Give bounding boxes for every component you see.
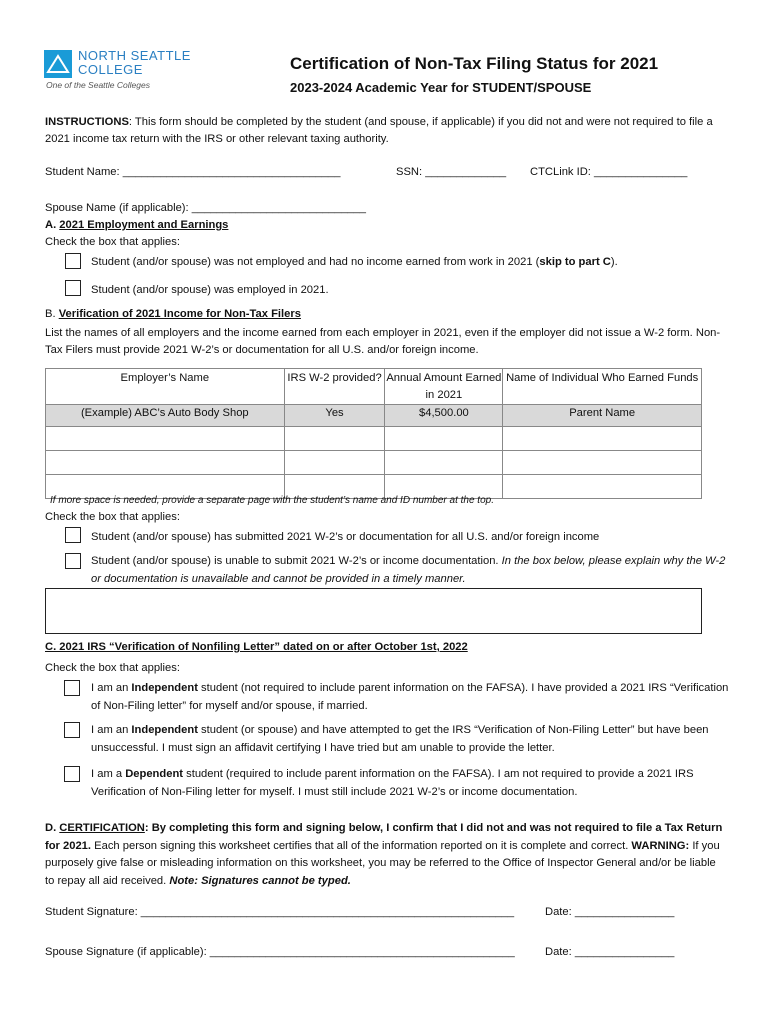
- option-not-employed: [91, 254, 731, 272]
- college-logo: [44, 48, 214, 93]
- col-employer-name: Employer’s Name: [46, 369, 285, 405]
- instructions: [45, 114, 725, 148]
- table-row-example: [46, 405, 702, 427]
- logo-mark-icon: [44, 50, 72, 78]
- ssn-field[interactable]: SSN: _____________: [396, 166, 507, 178]
- checkbox-submitted-w2[interactable]: [65, 527, 81, 543]
- opt2-bold: Independent: [131, 724, 198, 736]
- section-b-prefix: B.: [45, 308, 59, 320]
- col-individual-name: Name of Individual Who Earned Funds: [503, 369, 702, 405]
- section-b-heading: [45, 308, 301, 320]
- more-space-note: If more space is needed, provide a separate page with the student’s name and ID number at the top.: [50, 495, 494, 506]
- col-annual-amount: Annual Amount Earned in 2021: [385, 369, 503, 405]
- checkbox-employed[interactable]: [65, 280, 81, 296]
- option-employed: Student (and/or spouse) was employed in 2021.: [91, 284, 329, 296]
- logo-line2: COLLEGE: [78, 62, 143, 77]
- section-b-text: List the names of all employers and the income earned from each employer in 2021, even if the employer did not issue a W-2 form. Non-Tax Filers must provide 2021 W-2’s or documentation for all U.S. and/or foreign income.: [45, 327, 721, 356]
- student-date-field[interactable]: Date: ________________: [545, 906, 675, 918]
- section-a-check-label: Check the box that applies:: [45, 236, 180, 248]
- opt2-rest: student (or spouse) and have attempted to get the IRS “Verification of Non-Filing Letter” but have been unsuccessful. I must sign an affidavit certifying I have tried but am unable to provide the letter.: [91, 724, 709, 754]
- employer-table: [45, 368, 702, 499]
- ctclink-id-field[interactable]: CTCLink ID: _______________: [530, 166, 688, 178]
- instructions-label: INSTRUCTIONS: [45, 116, 129, 128]
- section-d-text2: If you purposely give false or misleading information on this worksheet, you may be referred to the Office of Inspector General and/or be liable to repay all aid received.: [45, 839, 720, 887]
- instructions-text: : This form should be completed by the student (and spouse, if applicable) if you did not and were not required to file a 2021 income tax return with the IRS or other relevant taxing authority.: [45, 116, 713, 145]
- section-b-title: Verification of 2021 Income for Non-Tax Filers: [58, 308, 301, 320]
- student-name-field[interactable]: Student Name: ___________________________________: [45, 166, 341, 178]
- col-w2-provided: IRS W-2 provided?: [284, 369, 385, 405]
- table-cell[interactable]: [46, 427, 285, 451]
- page-title: Certification of Non-Tax Filing Status for 2021: [290, 54, 659, 73]
- example-w2: Yes: [284, 405, 385, 427]
- checkbox-independent-unsuccessful[interactable]: [64, 722, 80, 738]
- section-d-title: CERTIFICATION: [59, 822, 145, 834]
- section-c-heading: C. 2021 IRS “Verification of Nonfiling Letter” dated on or after October 1st, 2022: [45, 641, 468, 653]
- table-cell[interactable]: [503, 451, 702, 475]
- opt1-prefix: I am an: [91, 682, 132, 694]
- checkbox-independent-provided[interactable]: [64, 680, 80, 696]
- spouse-name-field[interactable]: Spouse Name (if applicable): ____________________________: [45, 202, 366, 214]
- table-cell[interactable]: [503, 475, 702, 499]
- spouse-signature-field[interactable]: Spouse Signature (if applicable): _________________________________________________: [45, 946, 515, 958]
- spouse-date-field[interactable]: Date: ________________: [545, 946, 675, 958]
- table-row[interactable]: [46, 451, 702, 475]
- option-dependent: [91, 766, 731, 801]
- checkbox-not-employed[interactable]: [65, 253, 81, 269]
- skip-to-part-c: skip to part C: [539, 256, 611, 268]
- example-amount: $4,500.00: [385, 405, 503, 427]
- page-subtitle: 2023-2024 Academic Year for STUDENT/SPOUSE: [290, 80, 592, 95]
- table-cell[interactable]: [284, 427, 385, 451]
- table-cell[interactable]: [385, 451, 503, 475]
- logo-tagline: One of the Seattle Colleges: [46, 80, 150, 90]
- opt3-rest: student (required to include parent information on the FAFSA). I am not required to provide a 2021 IRS Verification of Non-Filing letter for myself. I must still include 2021 W-2’s or income documentation.: [91, 768, 694, 798]
- option-not-employed-text: Student (and/or spouse) was not employed and had no income earned from work in 2021 (: [91, 256, 540, 268]
- section-d-bold: : By completing this form and signing below, I confirm that I did not and was not required to file a Tax Return for 2021.: [45, 822, 723, 852]
- signature-note: Note: Signatures cannot be typed.: [169, 874, 351, 887]
- student-signature-field[interactable]: Student Signature: ____________________________________________________________: [45, 906, 515, 918]
- opt1-bold: Independent: [131, 682, 198, 694]
- option-submitted-w2: Student (and/or spouse) has submitted 2021 W-2’s or documentation for all U.S. and/or foreign income: [91, 531, 600, 543]
- explanation-box[interactable]: [45, 588, 702, 634]
- warning-label: WARNING:: [631, 839, 690, 852]
- logo-line1: NORTH SEATTLE: [78, 48, 191, 63]
- section-c-check-label: Check the box that applies:: [45, 662, 180, 674]
- section-d-text1: Each person signing this worksheet certifies that all of the information reported on it is complete and correct.: [91, 839, 632, 852]
- section-a-heading: [45, 219, 228, 231]
- opt2-prefix: I am an: [91, 724, 132, 736]
- example-individual: Parent Name: [503, 405, 702, 427]
- opt1-rest: student (not required to include parent information on the FAFSA). I have provided a 2021 IRS “Verification of Non-Filing letter” for myself and/or spouse, if married.: [91, 682, 729, 712]
- opt3-bold: Dependent: [125, 768, 184, 780]
- section-a-title: 2021 Employment and Earnings: [59, 219, 229, 231]
- example-employer: (Example) ABC’s Auto Body Shop: [46, 405, 285, 427]
- option-unable-w2-italic: In the box below, please explain why the W-2 or documentation is unavailable and cannot be provided in a timely manner.: [91, 555, 726, 585]
- section-b-check-label: Check the box that applies:: [45, 511, 180, 523]
- section-d-prefix: D.: [45, 822, 60, 834]
- table-cell[interactable]: [284, 451, 385, 475]
- table-cell[interactable]: [503, 427, 702, 451]
- table-cell[interactable]: [46, 451, 285, 475]
- checkbox-dependent[interactable]: [64, 766, 80, 782]
- table-cell[interactable]: [385, 427, 503, 451]
- option-unable-w2-text: Student (and/or spouse) is unable to submit 2021 W-2’s or income documentation.: [91, 555, 502, 567]
- option-independent-provided: [91, 680, 731, 715]
- opt3-prefix: I am a: [91, 768, 126, 780]
- checkbox-unable-w2[interactable]: [65, 553, 81, 569]
- option-unable-w2: [91, 553, 731, 588]
- option-independent-unsuccessful: [91, 722, 731, 757]
- table-row[interactable]: [46, 427, 702, 451]
- section-a-prefix: A.: [45, 219, 60, 231]
- option-not-employed-end: ).: [610, 256, 618, 268]
- table-header-row: [46, 369, 702, 405]
- section-d-certification: [45, 820, 725, 890]
